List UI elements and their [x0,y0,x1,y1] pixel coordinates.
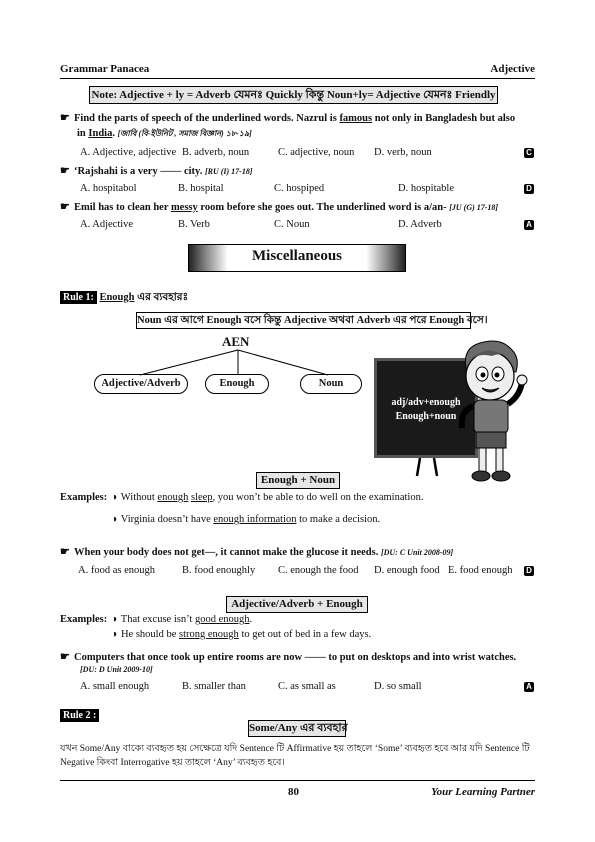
diagram-root: AEN [222,334,250,349]
rule-2-label: Rule 2 : [60,709,99,722]
boy-illustration [452,338,532,488]
rule-2-heading [60,705,99,723]
pointing-hand-icon: ☛ [60,201,70,213]
q4-option-d: D. enough food [374,565,440,576]
question-3-source: [JU (G) 17-18] [449,203,499,212]
question-1-line2: in India. [জাবি (বি-ইউনিট , সমাজ বিজ্ঞান) ১৮-১৯] [77,128,252,139]
q3-option-b: B. Verb [178,219,210,230]
q5-answer-badge: A [524,682,534,692]
q3-option-c: C. Noun [274,219,310,230]
footer-tagline: Your Learning Partner [431,786,535,798]
examples-label-2: Examples: [60,614,108,625]
arrow-bullet-icon: ◗ [112,629,121,640]
rule-2-title: Some/Any এর ব্যবহার [248,720,346,737]
page-number: 80 [288,786,299,798]
question-4-source: [DU: C Unit 2008-09] [380,548,454,557]
question-1-source: [জাবি (বি-ইউনিট , সমাজ বিজ্ঞান) ১৮-১৯] [117,129,252,138]
pointing-hand-icon: ☛ [60,112,70,124]
blackboard-stand [412,458,442,478]
q2-option-d: D. hospitable [398,183,454,194]
question-1: ☛ Find the parts of speech of the underlined words. Nazrul is famous not only in Bangladesh but also [60,112,516,124]
question-3: ☛ Emil has to clean her messy room before she goes out. The underlined word is a/an- [JU (G) 17-18] [60,201,499,213]
question-4: ☛ When your body does not get—, it cannot make the glucose it needs. [DU: C Unit 2008-09] [60,546,454,558]
q1-option-c: C. adjective, noun [278,147,355,158]
q2-option-a: A. hospitabol [80,183,137,194]
q2-option-c: C. hospiped [274,183,325,194]
header-chapter: Adjective [490,63,535,75]
rule-2-text-line-2: Negative কিংবা Interrogative হয় তাহলে ‘Any’ ব্যবহৃত হবে। [60,758,285,768]
q1-answer-badge: C [524,148,534,158]
question-2: ☛ ‘Rajshahi is a very —— city. [RU (I) 17-18] [60,165,253,177]
q5-option-b: B. smaller than [182,681,246,692]
example-1: ◗ Without enough sleep, you won’t be able to do well on the examination. [112,492,424,503]
q1-option-a: A. Adjective, adjective [80,147,177,158]
rule-1-heading: Rule 1: Enough এর ব্যবহারঃ [60,290,188,307]
q5-option-c: C. as small as [278,681,336,692]
rule-1-label: Rule 1: [60,291,97,304]
subheading-adj-adv-enough: Adjective/Adverb + Enough [226,596,368,613]
header-title: Grammar Panacea [60,63,150,75]
question-5: ☛ Computers that once took up entire rooms are now —— to put on desktops and into wrist watches. [60,651,517,663]
q3-option-d: D. Adverb [398,219,442,230]
note-box: Note: Adjective + ly = Adverb যেমনঃ Quickly কিন্তু Noun+ly= Adjective যেমনঃ Friendly [89,86,498,104]
diagram-node-enough: Enough [205,374,269,394]
arrow-bullet-icon: ◗ [112,492,121,503]
example-4: ◗ He should be strong enough to get out of bed in a few days. [112,629,372,640]
example-2: ◗ Virginia doesn’t have enough information to make a decision. [112,514,381,525]
q2-answer-badge: D [524,184,534,194]
rule-1-box: Noun এর আগে Enough বসে কিন্তু Adjective অথবা Adverb এর পরে Enough বসে। [136,312,471,329]
q4-option-c: C. enough the food [278,565,359,576]
pointing-hand-icon: ☛ [60,546,70,558]
q2-option-b: B. hospital [178,183,224,194]
rule-2-text-line-1: যখন Some/Any বাক্যে ব্যবহৃত হয় সেক্ষেত্রে যদি Sentence টি Affirmative হয় তাহলে ‘Some’ ব্যবহৃত হবে আর যদি Sentence টি [60,744,530,754]
q4-answer-badge: D [524,566,534,576]
q4-option-a: A. food as enough [78,565,155,576]
example-3: ◗ That excuse isn’t good enough. [112,614,253,625]
question-5-source: [DU: D Unit 2009-10] [80,665,153,674]
q3-answer-badge: A [524,220,534,230]
q5-option-a: A. small enough [80,681,150,692]
examples-label-1: Examples: [60,492,108,503]
q5-option-d: D. so small [374,681,422,692]
q4-option-b: B. food enoughly [182,565,256,576]
miscellaneous-title: Miscellaneous [252,248,342,264]
arrow-bullet-icon: ◗ [112,514,121,525]
board-line-2: Enough+noun [395,411,457,422]
diagram-node-noun: Noun [300,374,362,394]
subheading-enough-noun: Enough + Noun [256,472,340,489]
q3-option-a: A. Adjective [80,219,134,230]
question-2-source: [RU (I) 17-18] [204,167,253,176]
footer-rule [60,780,535,781]
pointing-hand-icon: ☛ [60,165,70,177]
q1-option-b: B. adverb, noun [182,147,250,158]
board-line-1: adj/adv+enough [391,397,461,408]
q1-option-d: D. verb, noun [374,147,432,158]
arrow-bullet-icon: ◗ [112,614,121,625]
pointing-hand-icon: ☛ [60,651,70,663]
diagram-node-adjective-adverb: Adjective/Adverb [94,374,188,394]
q4-option-e: E. food enough [448,565,513,576]
